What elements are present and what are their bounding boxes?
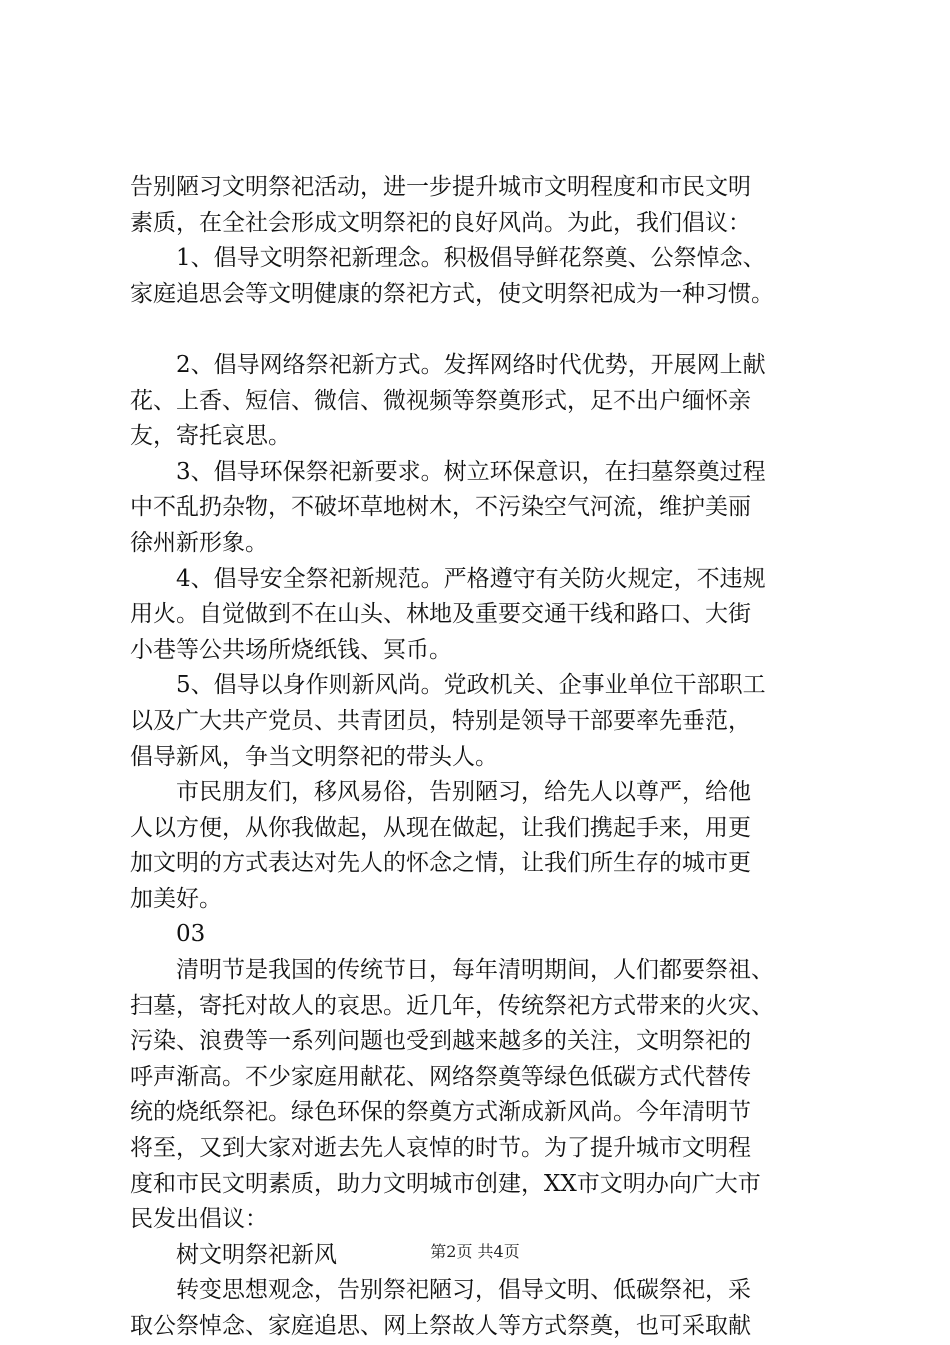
proposal-item-2: 2、倡导网络祭祀新方式。发挥网络时代优势，开展网上献: [176, 351, 766, 378]
text-line: 民发出倡议：: [130, 1206, 268, 1233]
closing-paragraph: 市民朋友们，移风易俗，告别陋习，给先人以尊严，给他: [176, 779, 751, 806]
text-line: 取公祭悼念、家庭追思、网上祭故人等方式祭奠，也可采取献: [130, 1313, 751, 1339]
proposal-item-3: 3、倡导环保祭祀新要求。树立环保意识，在扫墓祭奠过程: [176, 458, 766, 485]
text-line: 将至，又到大家对逝去先人哀悼的时节。为了提升城市文明程: [130, 1135, 751, 1162]
paragraph-gap: [130, 312, 830, 348]
text-line: 花、上香、短信、微信、微视频等祭奠形式，足不出户缅怀亲: [130, 387, 751, 414]
text-line: 小巷等公共场所烧纸钱、冥币。: [130, 636, 452, 663]
proposal-item-4: 4、倡导安全祭祀新规范。严格遵守有关防火规定，不违规: [176, 565, 766, 592]
section-paragraph: 清明节是我国的传统节日，每年清明期间，人们都要祭祖、: [176, 957, 774, 984]
text-line: 人以方便，从你我做起，从现在做起，让我们携起手来，用更: [130, 814, 751, 841]
text-line: 污染、浪费等一系列问题也受到越来越多的关注，文明祭祀的: [130, 1028, 751, 1055]
text-line: 中不乱扔杂物，不破坏草地树木，不污染空气河流，维护美丽: [130, 494, 751, 521]
text-line: 用火。自觉做到不在山头、林地及重要交通干线和路口、大街: [130, 601, 751, 628]
text-line: 家庭追思会等文明健康的祭祀方式，使文明祭祀成为一种习惯。: [130, 280, 774, 307]
text-line: 友，寄托哀思。: [130, 423, 291, 450]
text-line: 扫墓，寄托对故人的哀思。近几年，传统祭祀方式带来的火灾、: [130, 992, 774, 1019]
text-line: 倡导新风，争当文明祭祀的带头人。: [130, 743, 498, 770]
text-line: 告别陋习文明祭祀活动，进一步提升城市文明程度和市民文明: [130, 174, 751, 200]
text-line: 以及广大共产党员、共青团员，特别是领导干部要率先垂范，: [130, 707, 751, 734]
text-line: 徐州新形象。: [130, 529, 268, 556]
subheading-paragraph: 转变思想观念，告别祭祀陋习，倡导文明、低碳祭祀，采: [176, 1277, 751, 1304]
text-line: 统的烧纸祭祀。绿色环保的祭奠方式渐成新风尚。今年清明节: [130, 1099, 751, 1126]
proposal-item-5: 5、倡导以身作则新风尚。党政机关、企事业单位干部职工: [176, 672, 766, 699]
text-line: 加美好。: [130, 885, 222, 912]
section-number: 03: [176, 921, 206, 948]
page-footer: 第2页 共4页: [430, 1242, 520, 1261]
document-body: [130, 170, 830, 1345]
proposal-item-1: 1、倡导文明祭祀新理念。积极倡导鲜花祭奠、公祭悼念、: [176, 245, 766, 272]
text-line: 度和市民文明素质，助力文明城市创建，XX市文明办向广大市: [130, 1170, 761, 1197]
text-line: 呼声渐高。不少家庭用献花、网络祭奠等绿色低碳方式代替传: [130, 1063, 751, 1090]
text-line: 加文明的方式表达对先人的怀念之情，让我们所生存的城市更: [130, 850, 751, 877]
text-line: 素质，在全社会形成文明祭祀的良好风尚。为此，我们倡议：: [130, 209, 751, 236]
subheading: 树文明祭祀新风: [176, 1241, 337, 1268]
